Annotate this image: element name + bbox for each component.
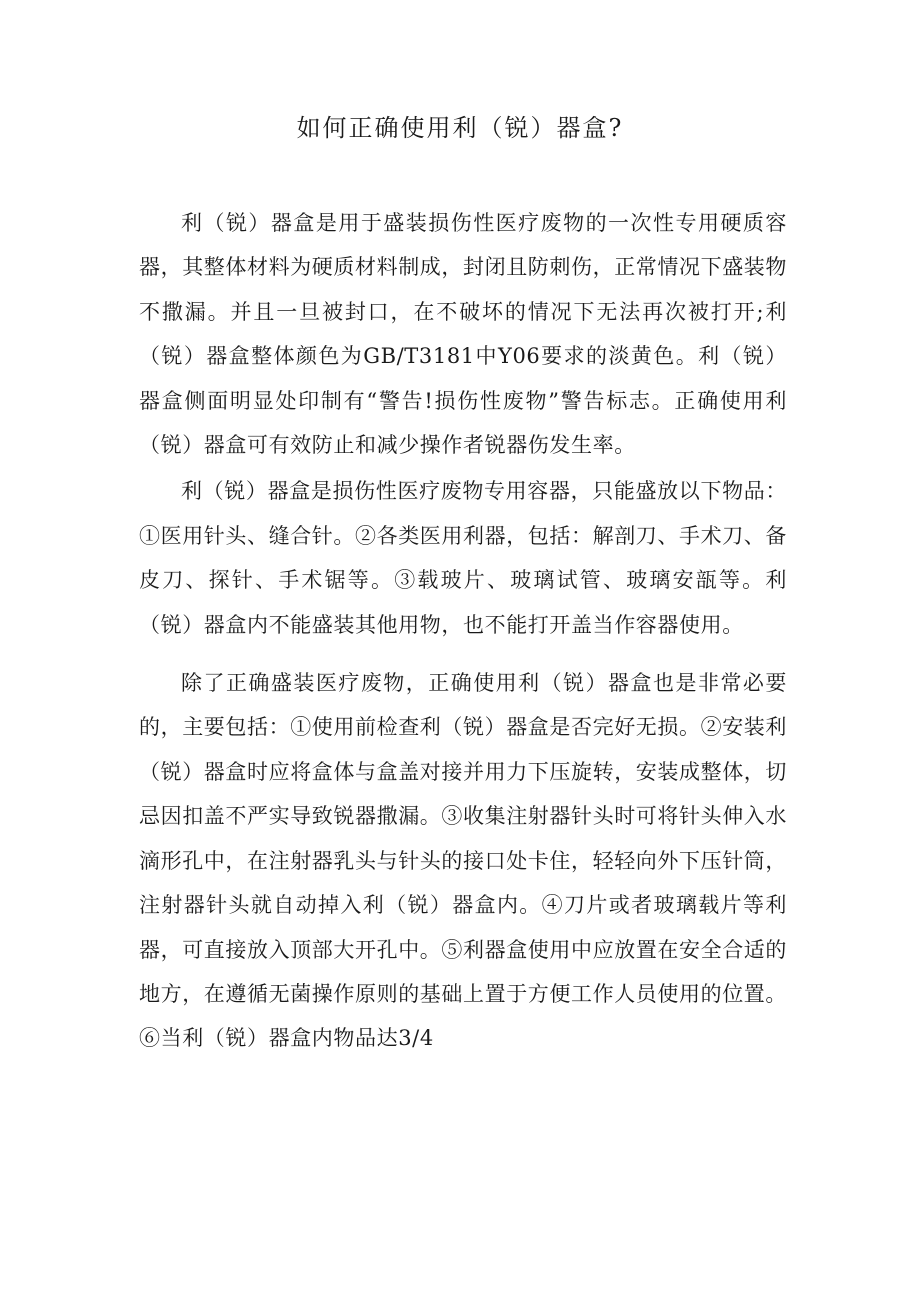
- paragraph-allowed-items: 利（锐）器盒是损伤性医疗废物专用容器，只能盛放以下物品：①医用针头、缝合针。②各类医用利器，包括：解剖刀、手术刀、备皮刀、探针、手术锯等。③载玻片、玻璃试管、玻璃安瓿等。利（锐）器盒内不能盛装其他用物，也不能打开盖当作容器使用。: [139, 479, 787, 637]
- page-title: 如何正确使用利（锐）器盒?: [296, 114, 624, 142]
- paragraph-usage-steps: 除了正确盛装医疗废物，正确使用利（锐）器盒也是非常必要的，主要包括：①使用前检查利（锐）器盒是否完好无损。②安装利（锐）器盒时应将盒体与盒盖对接并用力下压旋转，安装成整体，切忌因扣盖不严实导致锐器撒漏。③收集注射器针头时可将针头伸入水滴形孔中，在注射器乳头与针头的接口处卡住，轻轻向外下压针筒，注射器针头就自动掉入利（锐）器盒内。④刀片或者玻璃载片等利器，可直接放入顶部大开孔中。⑤利器盒使用中应放置在安全合适的地方，在遵循无菌操作原则的基础上置于方便工作人员使用的位置。⑥当利（锐）器盒内物品达3/4: [139, 671, 787, 1051]
- document-body: [139, 201, 787, 1061]
- paragraph-intro: 利（锐）器盒是用于盛装损伤性医疗废物的一次性专用硬质容器，其整体材料为硬质材料制成，封闭且防刺伤，正常情况下盛装物不撒漏。并且一旦被封口，在不破坏的情况下无法再次被打开;利（锐）器盒整体颜色为GB/T3181中Y06要求的淡黄色。利（锐）器盒侧面明显处印制有“警告!损伤性废物”警告标志。正确使用利（锐）器盒可有效防止和减少操作者锐器伤发生率。: [139, 211, 787, 458]
